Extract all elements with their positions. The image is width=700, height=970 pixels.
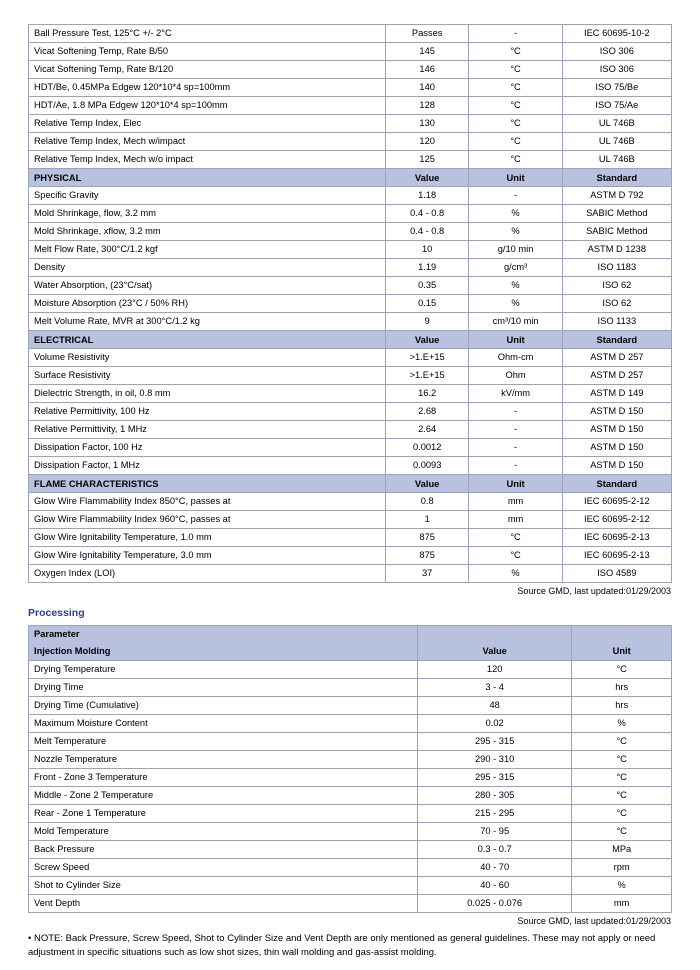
processing-header-unit: Unit [572, 643, 672, 661]
cell-property: Dissipation Factor, 100 Hz [29, 439, 386, 457]
processing-row [29, 679, 672, 697]
cell-unit: °C [469, 43, 562, 61]
processing-row [29, 715, 672, 733]
cell-standard: Standard [562, 169, 671, 187]
cell-value: 37 [385, 565, 469, 583]
table-row [29, 439, 672, 457]
table-row [29, 97, 672, 115]
cell-property: Volume Resistivity [29, 349, 386, 367]
cell-unit: °C [469, 61, 562, 79]
cell-value: Passes [385, 25, 469, 43]
processing-table [28, 625, 672, 913]
cell-property: Water Absorption, (23°C/sat) [29, 277, 386, 295]
cell-property: FLAME CHARACTERISTICS [29, 475, 386, 493]
cell-parameter: Vent Depth [29, 895, 418, 913]
cell-unit: hrs [572, 679, 672, 697]
table-row [29, 421, 672, 439]
cell-standard: IEC 60695-10-2 [562, 25, 671, 43]
processing-header-group: Injection Molding [29, 643, 418, 661]
cell-parameter: Screw Speed [29, 859, 418, 877]
cell-property: Glow Wire Ignitability Temperature, 1.0 mm [29, 529, 386, 547]
table-row [29, 529, 672, 547]
cell-unit: - [469, 457, 562, 475]
cell-standard: ISO 306 [562, 43, 671, 61]
cell-property: Oxygen Index (LOI) [29, 565, 386, 583]
cell-property: Vicat Softening Temp, Rate B/50 [29, 43, 386, 61]
cell-property: ELECTRICAL [29, 331, 386, 349]
cell-unit: - [469, 25, 562, 43]
table-row [29, 547, 672, 565]
cell-property: Melt Volume Rate, MVR at 300°C/1.2 kg [29, 313, 386, 331]
spec-source-note: Source GMD, last updated:01/29/2003 [517, 586, 671, 596]
cell-value: 0.02 [418, 715, 572, 733]
cell-unit: °C [572, 787, 672, 805]
cell-value: 125 [385, 151, 469, 169]
cell-property: Glow Wire Flammability Index 960°C, passes at [29, 511, 386, 529]
cell-standard: IEC 60695-2-13 [562, 529, 671, 547]
cell-unit: mm [572, 895, 672, 913]
cell-unit: Ohm-cm [469, 349, 562, 367]
cell-property: Relative Temp Index, Mech w/o impact [29, 151, 386, 169]
cell-property: Glow Wire Ignitability Temperature, 3.0 mm [29, 547, 386, 565]
processing-header-row-2 [29, 643, 672, 661]
cell-value: 1.18 [385, 187, 469, 205]
table-row [29, 349, 672, 367]
cell-unit: - [469, 421, 562, 439]
cell-value: Value [385, 475, 469, 493]
cell-value: 2.68 [385, 403, 469, 421]
table-row [29, 223, 672, 241]
cell-unit: °C [572, 733, 672, 751]
table-row [29, 565, 672, 583]
cell-standard: ASTM D 150 [562, 439, 671, 457]
specifications-table [28, 24, 672, 583]
table-row [29, 457, 672, 475]
cell-property: Mold Shrinkage, xflow, 3.2 mm [29, 223, 386, 241]
cell-unit: hrs [572, 697, 672, 715]
processing-row [29, 661, 672, 679]
cell-parameter: Rear - Zone 1 Temperature [29, 805, 418, 823]
cell-value: 9 [385, 313, 469, 331]
cell-property: Specific Gravity [29, 187, 386, 205]
cell-standard: UL 746B [562, 151, 671, 169]
cell-unit: % [469, 295, 562, 313]
processing-heading: Processing [28, 607, 85, 619]
cell-value: 1.19 [385, 259, 469, 277]
cell-value: 48 [418, 697, 572, 715]
specifications-table-body [29, 25, 672, 583]
cell-standard: ASTM D 257 [562, 367, 671, 385]
cell-standard: ISO 1133 [562, 313, 671, 331]
cell-unit: °C [469, 547, 562, 565]
cell-value: 295 - 315 [418, 769, 572, 787]
cell-standard: Standard [562, 331, 671, 349]
cell-unit: mm [469, 511, 562, 529]
table-row [29, 493, 672, 511]
processing-header-row-1 [29, 626, 672, 644]
cell-value: 146 [385, 61, 469, 79]
cell-value: 40 - 70 [418, 859, 572, 877]
cell-unit: °C [469, 133, 562, 151]
processing-footnote: • NOTE: Back Pressure, Screw Speed, Shot to Cylinder Size and Vent Depth are only mentioned as general guidelines. These may not apply or need adjustment in specific situations such as low shot sizes, thin wall molding and gas-assist molding. [28, 933, 656, 958]
cell-property: Ball Pressure Test, 125°C +/- 2°C [29, 25, 386, 43]
cell-value: 0.35 [385, 277, 469, 295]
cell-value: 145 [385, 43, 469, 61]
cell-value: 2.64 [385, 421, 469, 439]
table-row [29, 295, 672, 313]
cell-unit: Unit [469, 169, 562, 187]
cell-property: HDT/Ae, 1.8 MPa Edgew 120*10*4 sp=100mm [29, 97, 386, 115]
cell-value: 16.2 [385, 385, 469, 403]
cell-property: Density [29, 259, 386, 277]
cell-parameter: Front - Zone 3 Temperature [29, 769, 418, 787]
cell-property: Relative Permittivity, 100 Hz [29, 403, 386, 421]
cell-standard: Standard [562, 475, 671, 493]
cell-value: 1 [385, 511, 469, 529]
cell-value: 3 - 4 [418, 679, 572, 697]
table-row [29, 403, 672, 421]
cell-property: Moisture Absorption (23°C / 50% RH) [29, 295, 386, 313]
cell-property: Relative Temp Index, Mech w/impact [29, 133, 386, 151]
cell-unit: g/cm³ [469, 259, 562, 277]
cell-property: Relative Temp Index, Elec [29, 115, 386, 133]
cell-value: 0.15 [385, 295, 469, 313]
cell-unit: % [469, 205, 562, 223]
cell-unit: - [469, 439, 562, 457]
table-section-header [29, 331, 672, 349]
table-row [29, 277, 672, 295]
cell-property: Glow Wire Flammability Index 850°C, passes at [29, 493, 386, 511]
cell-standard: ASTM D 150 [562, 457, 671, 475]
cell-parameter: Shot to Cylinder Size [29, 877, 418, 895]
cell-unit: MPa [572, 841, 672, 859]
cell-value: 10 [385, 241, 469, 259]
cell-property: Surface Resistivity [29, 367, 386, 385]
cell-property: Dissipation Factor, 1 MHz [29, 457, 386, 475]
cell-property: Mold Shrinkage, flow, 3.2 mm [29, 205, 386, 223]
cell-standard: IEC 60695-2-12 [562, 511, 671, 529]
processing-row [29, 697, 672, 715]
cell-unit: °C [469, 97, 562, 115]
cell-value: Value [385, 331, 469, 349]
table-row [29, 241, 672, 259]
cell-value: 130 [385, 115, 469, 133]
cell-value: 0.025 - 0.076 [418, 895, 572, 913]
cell-property: PHYSICAL [29, 169, 386, 187]
table-row [29, 367, 672, 385]
cell-unit: °C [572, 769, 672, 787]
processing-row [29, 895, 672, 913]
cell-property: Melt Flow Rate, 300°C/1.2 kgf [29, 241, 386, 259]
processing-row [29, 877, 672, 895]
cell-standard: ISO 75/Be [562, 79, 671, 97]
cell-value: 0.0093 [385, 457, 469, 475]
processing-table-body [29, 626, 672, 913]
cell-standard: ASTM D 792 [562, 187, 671, 205]
cell-unit: g/10 min [469, 241, 562, 259]
table-row [29, 385, 672, 403]
cell-unit: - [469, 187, 562, 205]
table-section-header [29, 169, 672, 187]
table-section-header [29, 475, 672, 493]
cell-unit: kV/mm [469, 385, 562, 403]
cell-standard: IEC 60695-2-13 [562, 547, 671, 565]
cell-value: >1.E+15 [385, 367, 469, 385]
cell-value: 128 [385, 97, 469, 115]
cell-standard: UL 746B [562, 115, 671, 133]
cell-value: 0.8 [385, 493, 469, 511]
cell-standard: SABIC Method [562, 205, 671, 223]
table-row [29, 25, 672, 43]
cell-value: 0.3 - 0.7 [418, 841, 572, 859]
table-row [29, 151, 672, 169]
cell-parameter: Middle - Zone 2 Temperature [29, 787, 418, 805]
cell-standard: ASTM D 150 [562, 421, 671, 439]
cell-value: >1.E+15 [385, 349, 469, 367]
table-row [29, 259, 672, 277]
cell-property: Vicat Softening Temp, Rate B/120 [29, 61, 386, 79]
cell-value: 0.4 - 0.8 [385, 223, 469, 241]
cell-unit: % [469, 277, 562, 295]
cell-unit: rpm [572, 859, 672, 877]
cell-parameter: Back Pressure [29, 841, 418, 859]
table-row [29, 133, 672, 151]
cell-unit: Ohm [469, 367, 562, 385]
cell-unit: °C [572, 751, 672, 769]
cell-unit: % [572, 715, 672, 733]
cell-unit: % [469, 565, 562, 583]
cell-standard: ISO 75/Ae [562, 97, 671, 115]
processing-row [29, 769, 672, 787]
table-row [29, 187, 672, 205]
processing-row [29, 751, 672, 769]
cell-unit: % [572, 877, 672, 895]
cell-standard: ASTM D 257 [562, 349, 671, 367]
cell-parameter: Drying Temperature [29, 661, 418, 679]
cell-unit: Unit [469, 475, 562, 493]
cell-standard: ASTM D 149 [562, 385, 671, 403]
table-row [29, 115, 672, 133]
cell-standard: ASTM D 1238 [562, 241, 671, 259]
cell-value: 70 - 95 [418, 823, 572, 841]
cell-value: 875 [385, 547, 469, 565]
table-row [29, 61, 672, 79]
cell-value: 875 [385, 529, 469, 547]
cell-value: 290 - 310 [418, 751, 572, 769]
processing-row [29, 823, 672, 841]
cell-standard: ISO 306 [562, 61, 671, 79]
cell-value: 120 [418, 661, 572, 679]
cell-standard: ISO 62 [562, 277, 671, 295]
cell-value: 280 - 305 [418, 787, 572, 805]
cell-property: Dielectric Strength, in oil, 0.8 mm [29, 385, 386, 403]
cell-parameter: Melt Temperature [29, 733, 418, 751]
cell-unit: - [469, 403, 562, 421]
cell-value: 0.0012 [385, 439, 469, 457]
cell-unit: cm³/10 min [469, 313, 562, 331]
cell-value: 215 - 295 [418, 805, 572, 823]
cell-parameter: Drying Time [29, 679, 418, 697]
cell-parameter: Nozzle Temperature [29, 751, 418, 769]
table-row [29, 205, 672, 223]
cell-value: Value [385, 169, 469, 187]
cell-unit: °C [469, 151, 562, 169]
cell-value: 40 - 60 [418, 877, 572, 895]
cell-value: 120 [385, 133, 469, 151]
processing-header-value: Value [418, 643, 572, 661]
cell-unit: Unit [469, 331, 562, 349]
cell-value: 140 [385, 79, 469, 97]
cell-standard: ISO 4589 [562, 565, 671, 583]
processing-header-spacer-unit [572, 626, 672, 644]
processing-row [29, 841, 672, 859]
processing-header-parameter: Parameter [29, 626, 418, 644]
cell-standard: IEC 60695-2-12 [562, 493, 671, 511]
cell-unit: °C [572, 823, 672, 841]
cell-standard: ISO 1183 [562, 259, 671, 277]
cell-standard: UL 746B [562, 133, 671, 151]
processing-row [29, 787, 672, 805]
table-row [29, 313, 672, 331]
processing-header-spacer-value [418, 626, 572, 644]
cell-parameter: Drying Time (Cumulative) [29, 697, 418, 715]
cell-unit: % [469, 223, 562, 241]
cell-unit: °C [469, 529, 562, 547]
table-row [29, 511, 672, 529]
cell-unit: °C [469, 79, 562, 97]
cell-standard: SABIC Method [562, 223, 671, 241]
cell-standard: ASTM D 150 [562, 403, 671, 421]
cell-value: 0.4 - 0.8 [385, 205, 469, 223]
cell-parameter: Mold Temperature [29, 823, 418, 841]
cell-unit: °C [469, 115, 562, 133]
processing-row [29, 859, 672, 877]
cell-value: 295 - 315 [418, 733, 572, 751]
cell-property: HDT/Be, 0.45MPa Edgew 120*10*4 sp=100mm [29, 79, 386, 97]
processing-source-note: Source GMD, last updated:01/29/2003 [517, 916, 671, 926]
cell-unit: °C [572, 805, 672, 823]
cell-unit: °C [572, 661, 672, 679]
cell-standard: ISO 62 [562, 295, 671, 313]
table-row [29, 79, 672, 97]
table-row [29, 43, 672, 61]
processing-row [29, 733, 672, 751]
cell-unit: mm [469, 493, 562, 511]
processing-row [29, 805, 672, 823]
cell-parameter: Maximum Moisture Content [29, 715, 418, 733]
cell-property: Relative Permittivity, 1 MHz [29, 421, 386, 439]
